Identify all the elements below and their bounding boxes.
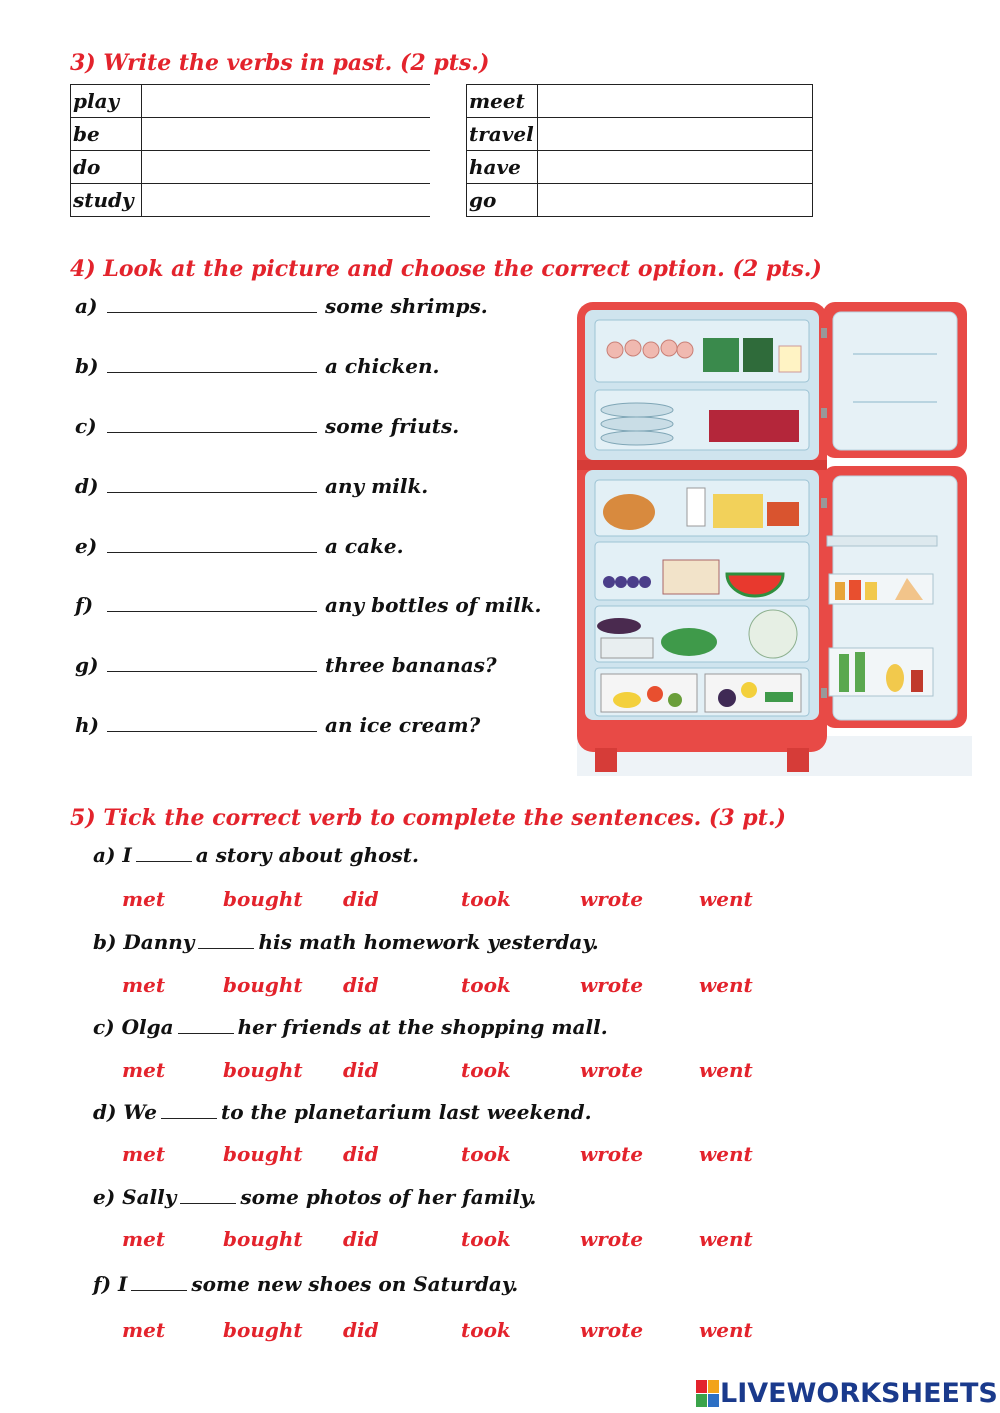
- choice-wrote[interactable]: wrote: [580, 1318, 644, 1342]
- verb-be: be: [71, 118, 142, 151]
- sentence-e: e) Sally some photos of her family.: [93, 1185, 537, 1209]
- option-item: g) three bananas?: [75, 653, 497, 677]
- choice-took[interactable]: took: [461, 1318, 511, 1342]
- verb-meet: meet: [467, 85, 538, 118]
- choice-met[interactable]: met: [122, 1227, 166, 1251]
- answer-input[interactable]: [538, 184, 813, 217]
- choice-did[interactable]: did: [343, 1142, 379, 1166]
- choice-met[interactable]: met: [122, 973, 166, 997]
- choice-bought[interactable]: bought: [223, 887, 303, 911]
- answer-blank[interactable]: [107, 534, 317, 553]
- answer-input[interactable]: [538, 118, 813, 151]
- option-item: e) a cake.: [75, 534, 404, 558]
- choice-bought[interactable]: bought: [223, 1318, 303, 1342]
- choice-bought[interactable]: bought: [223, 1227, 303, 1251]
- sentence-a: a) I a story about ghost.: [93, 843, 419, 867]
- verb-play: play: [71, 85, 142, 118]
- answer-blank[interactable]: [161, 1104, 217, 1119]
- answer-input[interactable]: [538, 151, 813, 184]
- choice-wrote[interactable]: wrote: [580, 887, 644, 911]
- answer-blank[interactable]: [107, 653, 317, 672]
- choice-met[interactable]: met: [122, 1142, 166, 1166]
- choice-met[interactable]: met: [122, 1058, 166, 1082]
- option-item: h) an ice cream?: [75, 713, 481, 737]
- verb-choices-f: [0, 1318, 1000, 1348]
- liveworksheets-logo[interactable]: [696, 1378, 998, 1409]
- choice-bought[interactable]: bought: [223, 1142, 303, 1166]
- choice-did[interactable]: did: [343, 973, 379, 997]
- verb-travel: travel: [467, 118, 538, 151]
- choice-wrote[interactable]: wrote: [580, 1142, 644, 1166]
- sentence-c: c) Olga her friends at the shopping mall.: [93, 1015, 608, 1039]
- sentence-d: d) We to the planetarium last weekend.: [93, 1100, 592, 1124]
- choice-took[interactable]: took: [461, 1058, 511, 1082]
- choice-wrote[interactable]: wrote: [580, 973, 644, 997]
- choice-met[interactable]: met: [122, 1318, 166, 1342]
- answer-input[interactable]: [142, 85, 431, 118]
- brand-text: LIVEWORKSHEETS: [720, 1378, 998, 1409]
- choice-took[interactable]: took: [461, 887, 511, 911]
- answer-blank[interactable]: [107, 354, 317, 373]
- choice-did[interactable]: did: [343, 1058, 379, 1082]
- answer-blank[interactable]: [180, 1189, 236, 1204]
- verb-do: do: [71, 151, 142, 184]
- choice-bought[interactable]: bought: [223, 1058, 303, 1082]
- verb-have: have: [467, 151, 538, 184]
- answer-input[interactable]: [142, 118, 431, 151]
- choice-took[interactable]: took: [461, 1227, 511, 1251]
- choice-did[interactable]: did: [343, 1318, 379, 1342]
- verb-choices-d: [0, 1142, 1000, 1172]
- choice-went[interactable]: went: [699, 973, 753, 997]
- answer-blank[interactable]: [131, 1276, 187, 1291]
- answer-blank[interactable]: [107, 294, 317, 313]
- answer-input[interactable]: [142, 151, 431, 184]
- verb-choices-c: [0, 1058, 1000, 1088]
- verb-choices-e: [0, 1227, 1000, 1257]
- choice-went[interactable]: went: [699, 1227, 753, 1251]
- sentence-f: f) I some new shoes on Saturday.: [93, 1272, 519, 1296]
- verb-study: study: [71, 184, 142, 217]
- choice-did[interactable]: did: [343, 887, 379, 911]
- choice-went[interactable]: went: [699, 1058, 753, 1082]
- answer-blank[interactable]: [107, 474, 317, 493]
- choice-met[interactable]: met: [122, 887, 166, 911]
- answer-blank[interactable]: [136, 847, 192, 862]
- option-item: b) a chicken.: [75, 354, 440, 378]
- option-item: c) some friuts.: [75, 414, 460, 438]
- verb-go: go: [467, 184, 538, 217]
- answer-blank[interactable]: [198, 934, 254, 949]
- option-item: d) any milk.: [75, 474, 429, 498]
- choice-wrote[interactable]: wrote: [580, 1058, 644, 1082]
- choice-took[interactable]: took: [461, 973, 511, 997]
- choice-wrote[interactable]: wrote: [580, 1227, 644, 1251]
- choice-took[interactable]: took: [461, 1142, 511, 1166]
- choice-bought[interactable]: bought: [223, 973, 303, 997]
- option-item: f) any bottles of milk.: [75, 593, 542, 617]
- choice-went[interactable]: went: [699, 887, 753, 911]
- option-item: a) some shrimps.: [75, 294, 488, 318]
- fridge-illustration: [577, 298, 972, 776]
- section-5-heading: 5) Tick the correct verb to complete the sentences. (3 pt.): [70, 805, 786, 831]
- section-3-heading: 3) Write the verbs in past. (2 pts.): [70, 50, 490, 76]
- answer-blank[interactable]: [107, 593, 317, 612]
- answer-input[interactable]: [142, 184, 431, 217]
- verb-choices-b: [0, 973, 1000, 1003]
- verbs-table-right: [466, 84, 813, 217]
- verbs-table-left: [70, 84, 430, 217]
- choice-went[interactable]: went: [699, 1142, 753, 1166]
- logo-icon: [696, 1380, 720, 1408]
- answer-blank[interactable]: [178, 1019, 234, 1034]
- choice-did[interactable]: did: [343, 1227, 379, 1251]
- answer-input[interactable]: [538, 85, 813, 118]
- verb-choices-a: [0, 887, 1000, 917]
- answer-blank[interactable]: [107, 713, 317, 732]
- sentence-b: b) Danny his math homework yesterday.: [93, 930, 599, 954]
- choice-went[interactable]: went: [699, 1318, 753, 1342]
- section-4-heading: 4) Look at the picture and choose the correct option. (2 pts.): [70, 256, 822, 282]
- answer-blank[interactable]: [107, 414, 317, 433]
